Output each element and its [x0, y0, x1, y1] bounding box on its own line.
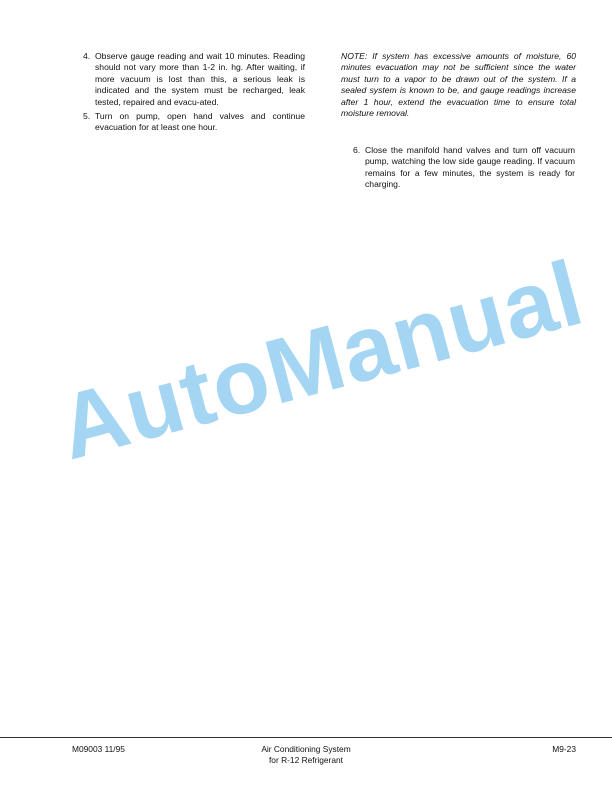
step-text: Close the manifold hand valves and turn off vacuum pump, watching the low side gauge reading. If vacuum remains for a few minutes, the system is ready for charging. — [365, 145, 575, 190]
footer-title — [206, 744, 406, 766]
footer-divider — [0, 737, 612, 738]
watermark: AutoManual — [48, 241, 594, 480]
step-text: Turn on pump, open hand valves and continue evacuation for at least one hour. — [95, 111, 305, 133]
footer-title-line2: for R-12 Refrigerant — [268, 755, 343, 765]
procedure-steps-left — [83, 51, 305, 134]
footer-title-line1: Air Conditioning System — [261, 744, 351, 754]
step-4 — [83, 51, 305, 108]
step-6 — [353, 145, 575, 191]
step-number: 4. — [83, 51, 91, 61]
step-5 — [83, 111, 305, 134]
step-number: 5. — [83, 111, 91, 122]
footer-doc-id: M09003 11/95 — [72, 744, 125, 754]
footer-page-number: M9-23 — [552, 744, 576, 754]
left-column — [83, 51, 305, 137]
moisture-note: NOTE: If system has excessive amounts of moisture, 60 minutes evacuation may not be sufficient since the water must turn to a vapor to be drawn out of the system. If a sealed system is known to be, and gauge readings increase after 1 hour, extend the evacuation time to ensure total moisture removal. — [341, 51, 576, 119]
right-column — [341, 51, 576, 119]
step-text: Observe gauge reading and wait 10 minutes. Reading should not vary more than 1-2 in. hg. After waiting, if more vacuum is lost than this, a serious leak is indicated and the system must be recharged, leak tested, repaired and evacu-ated. — [95, 51, 305, 107]
step-number: 6. — [353, 145, 361, 155]
